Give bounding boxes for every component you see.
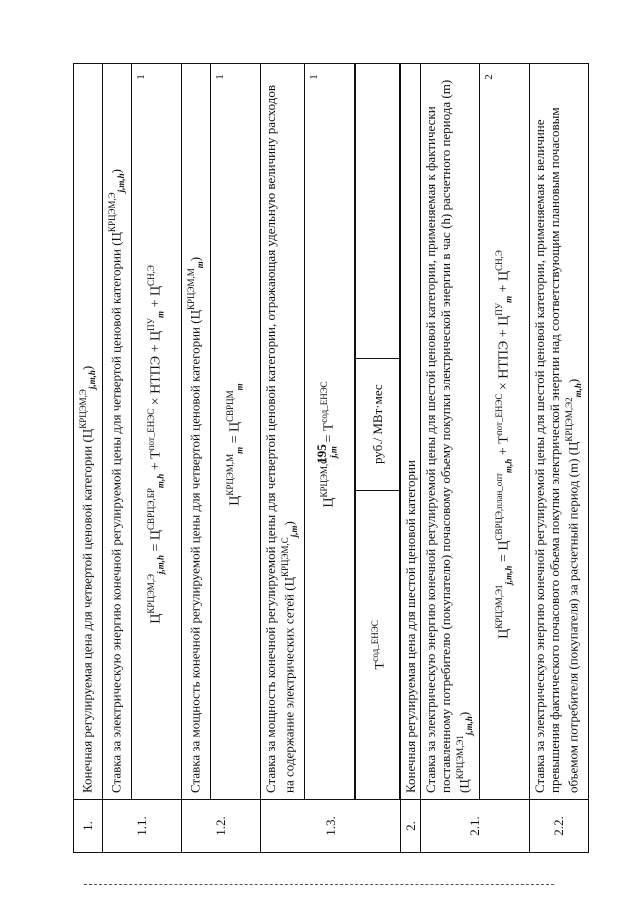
row-number: 2.	[400, 800, 420, 853]
formula-row	[210, 64, 260, 853]
table-row	[400, 64, 420, 853]
formula-row	[479, 64, 529, 853]
formula-1-2: $Ц^{КРЦЭМ,М}_m = Ц^{СВРЦМ}_m$	[225, 383, 245, 506]
formula-cell	[131, 64, 181, 800]
row-text: Ставка за мощность конечной регулируемой цены для четвертой ценовой категории, отражающая удельную величину расходов на содержание электрических сетей $(Ц^{КРЦЭМ,С}_{j,m})$	[260, 64, 304, 800]
formula-mark: 2	[482, 74, 495, 80]
row-number: 1.	[74, 800, 103, 853]
table-row	[181, 64, 210, 853]
row-number: 1.2.	[181, 800, 260, 853]
formula-row	[131, 64, 181, 853]
row-text: Ставка за мощность конечной регулируемой цены для четвертой ценовой категории $(Ц^{КРЦЭМ,М}_m)$	[181, 64, 210, 800]
table-row	[529, 64, 588, 853]
row-text: Ставка за электрическую энергию конечной регулируемой цены для шестой ценовой категории, применяемая к фактически поставленному потребителю (покупателю) почасовому объему покупки электрической энергии в час (h) расчетного периода (m) $(Ц^{КРЦЭМ,Э1}_{j,m,h})$	[420, 64, 479, 800]
rotated-table-container	[73, 63, 583, 853]
row-number: 2.1.	[420, 800, 529, 853]
row-text: Конечная регулируемая цена для шестой ценовой категории	[400, 64, 420, 800]
row-number: 1.1.	[102, 800, 181, 853]
units-table	[355, 64, 400, 799]
formula-cell	[210, 64, 260, 800]
formula-mark: 1	[213, 74, 226, 80]
formula-cell	[479, 64, 529, 800]
formula-mark: 1	[134, 74, 147, 80]
table-row	[420, 64, 479, 853]
row-text: Конечная регулируемая цена для четвертой ценовой категории $(Ц^{КРЦЭМ,Э}_{j,m,h})$	[74, 64, 103, 800]
units-cell	[354, 64, 400, 800]
formula-1-3: $Ц^{КРЦЭМ,С}_{j,m} = Т^{сод\_ЕНЭС}$	[318, 381, 339, 508]
row-number: 2.2.	[529, 800, 588, 853]
units-empty	[355, 64, 399, 358]
table-row	[74, 64, 103, 853]
formula-mark: 1	[307, 74, 320, 80]
formula-cell	[304, 64, 354, 800]
table-row	[102, 64, 131, 853]
table-row	[260, 64, 304, 853]
row-text: Ставка за электрическую энергию конечной регулируемой цены для шестой ценовой категории, применяемая к величине превышения фактического почасового объема покупки электрической энергии над соответствующим плановым почасовым объемом потребителя (покупателя) за расчетный период (m) $(Ц^{КРЦЭМ,Э2}_{m,h})$	[529, 64, 588, 800]
row-number: 1.3.	[260, 800, 400, 853]
row-text: Ставка за электрическую энергию конечной регулируемой цены для четвертой ценовой категории $(Ц^{КРЦЭМ,Э}_{j,m,h})$	[102, 64, 131, 800]
tariff-table	[73, 63, 589, 853]
page-number: 195	[314, 444, 329, 464]
formula-2-1: $Ц^{КРЦЭМ,Э1}_{j,m,h} = Ц^{СВРЦЭ,план\_опт}_{m,h} + Т^{пот\_ЕНЭС}$ × НТПЭ + $Ц^{ПУ}_m + Ц^{СН,Э}$	[493, 250, 514, 639]
scan-edge-line	[84, 884, 554, 885]
units-value: руб./ МВт·мес	[355, 358, 399, 490]
units-label: $Т^{сод\_ЕНЭС}$	[355, 490, 399, 799]
formula-1-1: $Ц^{КРЦЭМ,Э}_{j,m,h} = Ц^{СВРЦЭ,БР}_{m,h} + Т^{пот\_ЕНЭС}$ × НТПЭ + $Ц^{ПУ}_m + Ц^{СН,Э}$	[146, 265, 166, 624]
units-row	[354, 64, 400, 853]
formula-row	[304, 64, 354, 853]
